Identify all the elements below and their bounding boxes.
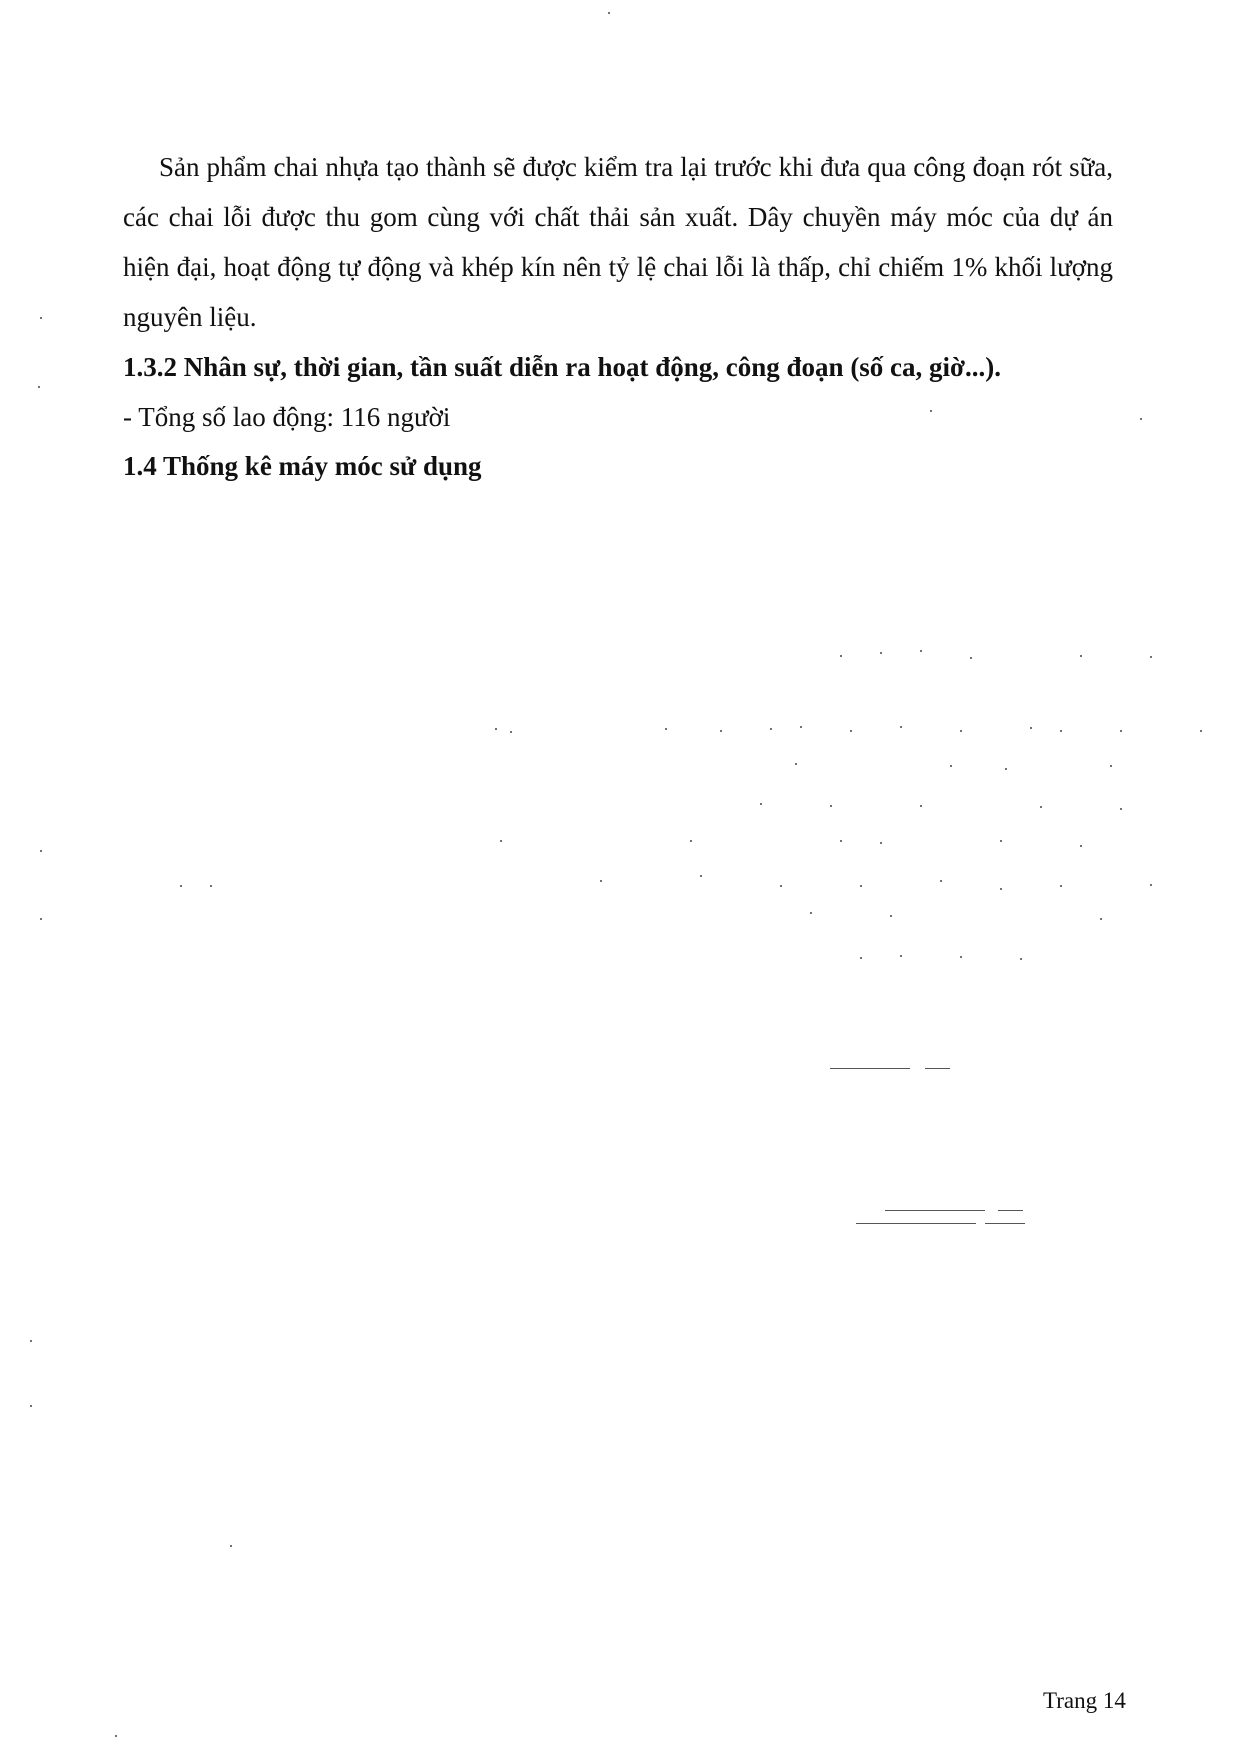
page-number: Trang 14 — [1043, 1688, 1126, 1713]
section-heading-1-4: 1.4 Thống kê máy móc sử dụng — [123, 451, 482, 481]
section-heading-1-3-2: 1.3.2 Nhân sự, thời gian, tần suất diễn ra hoạt động, công đoạn (số ca, giờ...). — [123, 352, 1001, 382]
labor-count-line: - Tổng số lao động: 116 người — [123, 402, 451, 432]
body-paragraph: Sản phẩm chai nhựa tạo thành sẽ được kiểm tra lại trước khi đưa qua công đoạn rót sữa, các chai lỗi được thu gom cùng với chất thải sản xuất. Dây chuyền máy móc của dự án hiện đại, hoạt động tự động và khép kín nên tỷ lệ chai lỗi là thấp, chỉ chiếm 1% khối lượng nguyên liệu. — [123, 152, 1113, 332]
